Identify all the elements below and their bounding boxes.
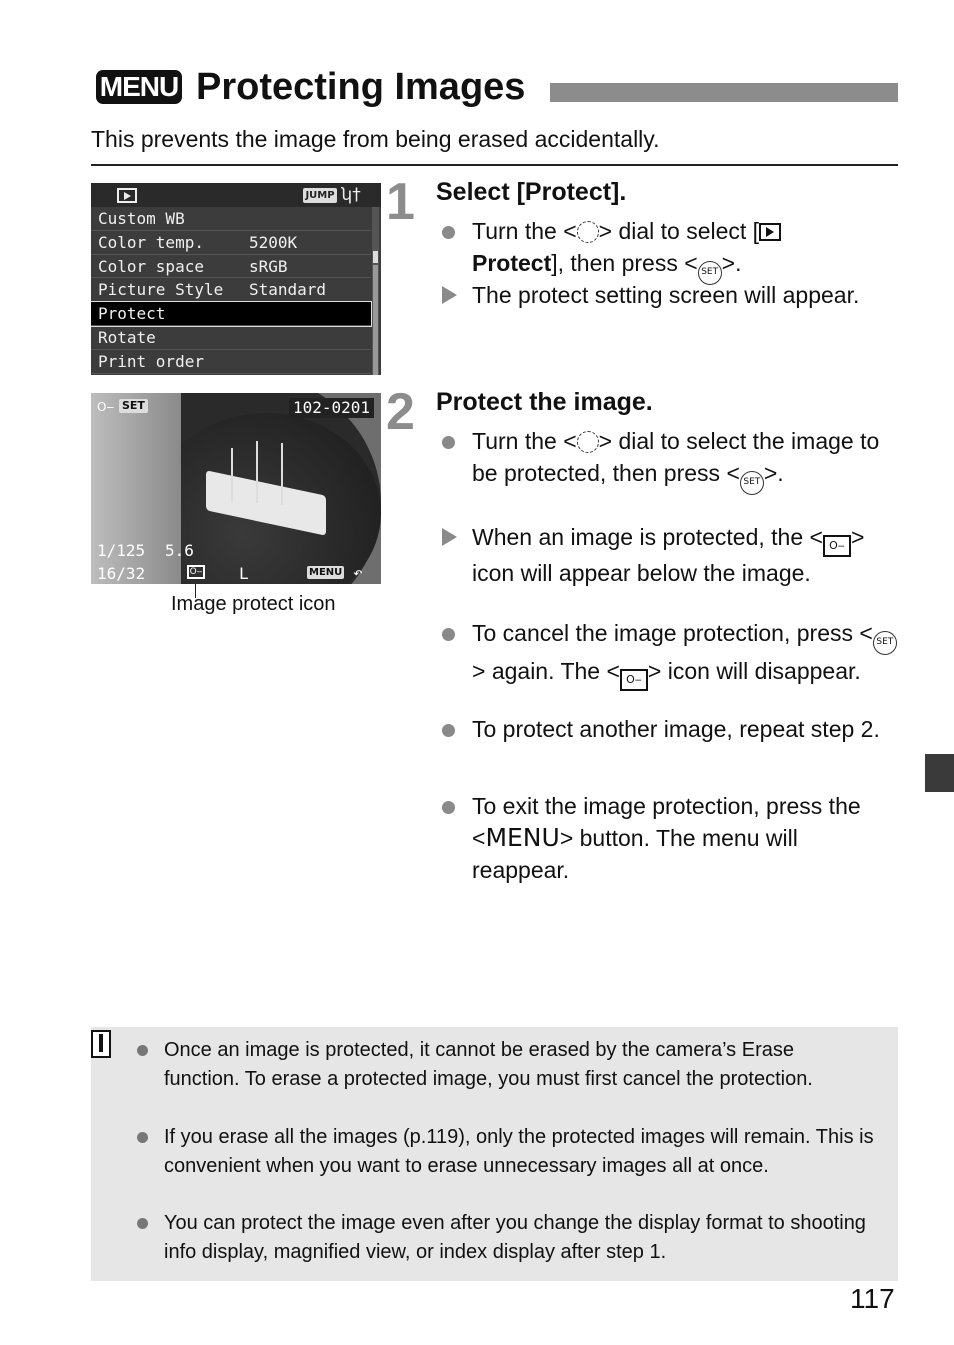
text-run: ], then press < [551,250,698,276]
lcd-menu-key: Protect [98,304,166,324]
lcd-scroll-track [373,265,378,375]
text-run: When an image is protected, the < [472,524,823,550]
text-run: > again. The < [472,658,620,684]
dial-icon [577,221,599,243]
step-1-number: 1 [386,173,415,231]
header-rule [91,164,898,166]
text-run: To cancel the image protection, press < [472,620,873,646]
lcd-playback-screen [91,393,381,584]
set-label: SET [119,399,148,413]
playback-icon [759,223,781,241]
step-1-item [436,279,898,311]
lcd-menu-row [91,231,371,255]
set-button-icon: SET [740,471,764,495]
key-icon: O‒ [97,400,115,414]
lcd-menu-key: Color temp. [98,232,204,252]
page-title: Protecting Images [196,66,526,108]
title-decoration-bar [550,83,898,102]
return-arrow-icon: ↶ [353,563,363,582]
lcd-menu-key: Custom WB [98,209,185,228]
note-text: You can protect the image even after you change the display format to shooting info display, magnified view, or index display after step 1. [164,1212,866,1263]
lcd-menu-value: 5200K [249,232,298,252]
lcd-menu-row [91,326,371,350]
note-text: Once an image is protected, it cannot be erased by the camera’s Erase function. To erase a protected image, you must first cancel the protection. [164,1039,813,1090]
lcd-tab-bar [91,183,381,207]
text-run: Turn the < [472,218,577,244]
file-number: 102-0201 [289,398,374,418]
key-icon: O‒ [823,535,851,557]
image-protect-caption: Image protect icon [171,593,336,615]
note-text: If you erase all the images (p.119), only the protected images will remain. This is convenient when you want to erase unnecessary images all at once. [164,1126,874,1177]
jump-label: JUMP [303,188,337,203]
lcd-menu-screen [91,183,381,375]
lcd-menu-row [91,255,371,279]
note-item [135,1123,875,1181]
result-arrow-icon [442,286,457,304]
ship-mast [231,448,233,503]
lcd-menu-row [91,278,371,302]
note-item [135,1209,875,1267]
ship-mast [281,443,283,505]
playback-tab-icon [117,188,137,203]
text-run: To protect another image, repeat step 2. [472,716,880,742]
text-run: > button. The menu will reappear. [472,825,798,883]
bullet-dot [137,1045,148,1056]
bullet-dot [442,436,455,449]
lcd-menu-key: Color space [98,256,204,276]
text-run: > icon will disappear. [647,658,861,684]
bullet-dot [442,628,455,641]
menu-button-word: MENU [485,823,560,852]
lcd-menu-row [91,350,371,374]
lcd-menu-list [91,207,371,374]
quality-indicator: L [239,564,249,583]
note-item [135,1036,875,1094]
lcd-menu-key: Print order [98,351,204,371]
lcd-menu-key: Rotate [98,327,156,347]
dial-icon [577,431,599,453]
text-run: > dial to select [ [598,218,760,244]
shutter-speed: 1/125 [97,541,146,560]
setup-tab-icon: ʮ† [341,185,361,205]
text-run: Turn the < [472,428,577,454]
lcd-menu-row-selected [91,302,371,326]
step-2-title: Protect the image. [436,388,653,416]
lcd-menu-key: Picture Style [98,280,224,300]
text-run: The protect setting screen will appear. [472,282,860,308]
step-2-item [436,790,898,886]
chapter-side-tab [925,754,954,792]
menu-badge: MENU [96,70,182,104]
set-button-icon: SET [873,631,897,655]
text-run-bold: Protect [472,250,552,276]
text-run: >. [763,460,784,486]
bullet-dot [442,226,455,239]
text-run: >. [721,250,742,276]
page-number: 117 [850,1283,895,1314]
note-memo-icon [91,1030,113,1058]
step-2-item [436,521,898,589]
intro-text: This prevents the image from being erased accidentally. [91,126,660,152]
text-run: To exit the image protection, press the < [472,793,861,851]
result-arrow-icon [442,528,457,546]
protect-key-icon: O‒ [187,565,205,579]
step-2-item [436,425,898,495]
ship-mast [256,441,258,503]
step-2-item [436,617,898,691]
text-run: > dial to select the image to be protected, then press < [472,428,880,486]
lcd-menu-value: Standard [249,280,327,300]
text-run: > icon will appear below the image. [472,524,865,586]
bullet-dot [442,724,455,737]
menu-return-label: MENU [309,567,343,578]
step-2-number: 2 [386,383,415,441]
lcd-scroll-thumb [373,251,378,263]
set-button-icon: SET [698,261,722,285]
bullet-dot [137,1132,148,1143]
note-box [91,1027,898,1281]
bullet-dot [442,801,455,814]
lcd-menu-value: sRGB [249,256,288,276]
lcd-scrollbar [372,207,379,375]
step-1-item [436,215,898,285]
image-count: 16/32 [97,564,146,583]
step-2-item [436,713,898,745]
key-icon: O‒ [620,669,648,691]
step-1-title: Select [Protect]. [436,178,627,206]
lcd-menu-row [91,207,371,231]
aperture-value: 5.6 [165,541,194,560]
bullet-dot [137,1218,148,1229]
